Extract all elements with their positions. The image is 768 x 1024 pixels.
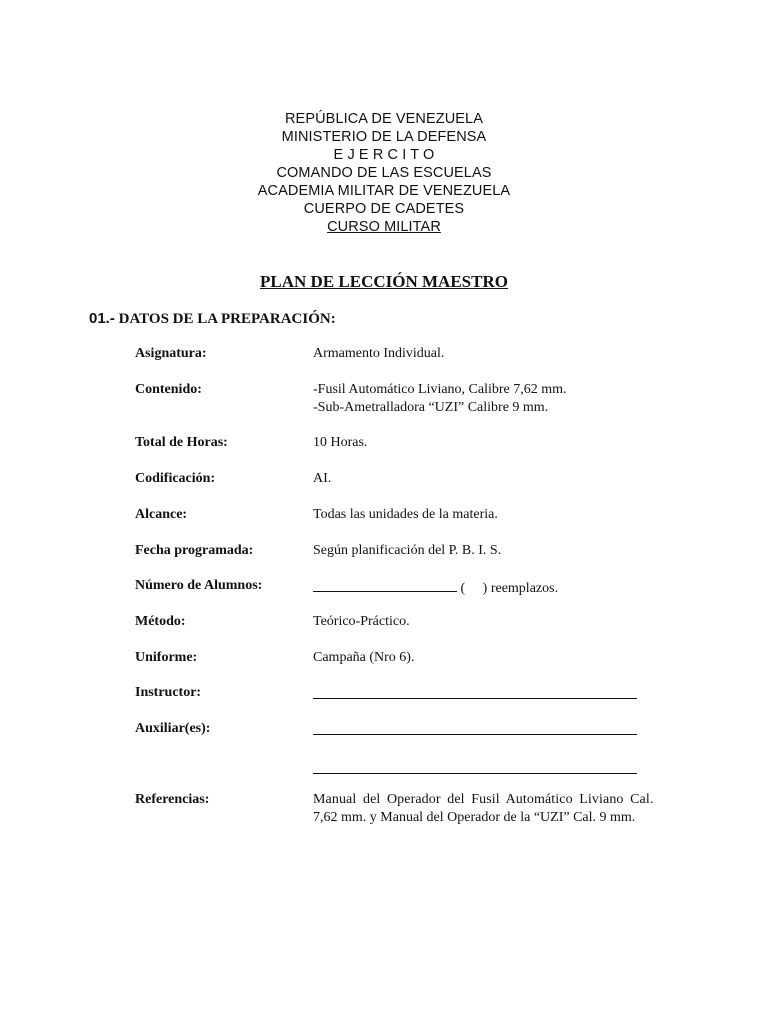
field-value-asignatura bbox=[313, 345, 677, 363]
header-line-ejercito: E J E R C I T O bbox=[333, 147, 435, 163]
field-value-auxiliares bbox=[313, 720, 677, 741]
auxiliar-blank-line-1[interactable] bbox=[313, 720, 637, 735]
field-value-alumnos bbox=[313, 577, 677, 598]
value-text: Según planificación del P. B. I. S. bbox=[313, 543, 502, 558]
field-value-alcance bbox=[313, 506, 677, 524]
field-label-total-horas: Total de Horas: bbox=[135, 435, 228, 450]
value-text: Campaña (Nro 6). bbox=[313, 650, 415, 665]
value-text: Armamento Individual. bbox=[313, 346, 445, 361]
header-line-academia: ACADEMIA MILITAR DE VENEZUELA bbox=[257, 183, 511, 199]
value-text: Teórico-Práctico. bbox=[313, 614, 410, 629]
field-label-auxiliares: Auxiliar(es): bbox=[135, 721, 211, 736]
field-value-auxiliares-extra bbox=[313, 759, 677, 780]
field-label-metodo: Método: bbox=[135, 614, 186, 629]
instructor-blank-line[interactable] bbox=[313, 684, 637, 699]
value-text-line-2: -Sub-Ametralladora “UZI” Calibre 9 mm. bbox=[313, 400, 549, 415]
field-value-contenido bbox=[313, 381, 677, 417]
field-value-uniforme bbox=[313, 649, 677, 667]
field-value-codificacion bbox=[313, 470, 677, 488]
header-line-ministerio: MINISTERIO DE LA DEFENSA bbox=[281, 129, 487, 145]
field-label-alcance: Alcance: bbox=[135, 507, 188, 522]
value-text: AI. bbox=[313, 471, 332, 486]
header-line-cuerpo: CUERPO DE CADETES bbox=[303, 201, 465, 217]
field-value-referencias bbox=[313, 791, 677, 827]
auxiliar-blank-line-2[interactable] bbox=[313, 759, 637, 774]
value-text-line-1: -Fusil Automático Liviano, Calibre 7,62 mm. bbox=[313, 382, 567, 397]
field-value-instructor bbox=[313, 684, 677, 705]
field-value-metodo bbox=[313, 613, 677, 631]
reemplazos-label: reemplazos. bbox=[490, 581, 559, 596]
value-text-line-2: 7,62 mm. y Manual del Operador de la “UZI” Cal. 9 mm. bbox=[313, 810, 636, 825]
field-label-referencias: Referencias: bbox=[135, 792, 210, 807]
field-label-asignatura: Asignatura: bbox=[135, 346, 207, 361]
value-text bbox=[313, 577, 677, 598]
value-text: 10 Horas. bbox=[313, 435, 368, 450]
section-number: 01.- bbox=[89, 310, 115, 327]
section-title bbox=[89, 310, 336, 328]
page-title: PLAN DE LECCIÓN MAESTRO bbox=[260, 272, 508, 291]
header-line-curso: CURSO MILITAR bbox=[327, 219, 441, 235]
document-header bbox=[0, 110, 768, 236]
field-label-instructor: Instructor: bbox=[135, 685, 202, 700]
field-label-codificacion: Codificación: bbox=[135, 471, 216, 486]
field-label-uniforme: Uniforme: bbox=[135, 650, 198, 665]
field-label-contenido: Contenido: bbox=[135, 382, 202, 397]
section-label: DATOS DE LA PREPARACIÓN: bbox=[118, 311, 336, 327]
reemplazos-parenthesis[interactable]: ( ) bbox=[460, 581, 488, 596]
field-value-fecha bbox=[313, 542, 677, 560]
header-line-republica: REPÚBLICA DE VENEZUELA bbox=[284, 111, 483, 127]
value-text-line-1: Manual del Operador del Fusil Automático Liviano Cal. bbox=[313, 792, 654, 807]
value-text: Todas las unidades de la materia. bbox=[313, 507, 498, 522]
header-line-comando: COMANDO DE LAS ESCUELAS bbox=[276, 165, 492, 181]
field-value-total-horas bbox=[313, 434, 677, 452]
field-label-fecha: Fecha programada: bbox=[135, 543, 254, 558]
field-label-alumnos: Número de Alumnos: bbox=[135, 578, 263, 593]
alumnos-blank-line[interactable] bbox=[313, 577, 457, 592]
